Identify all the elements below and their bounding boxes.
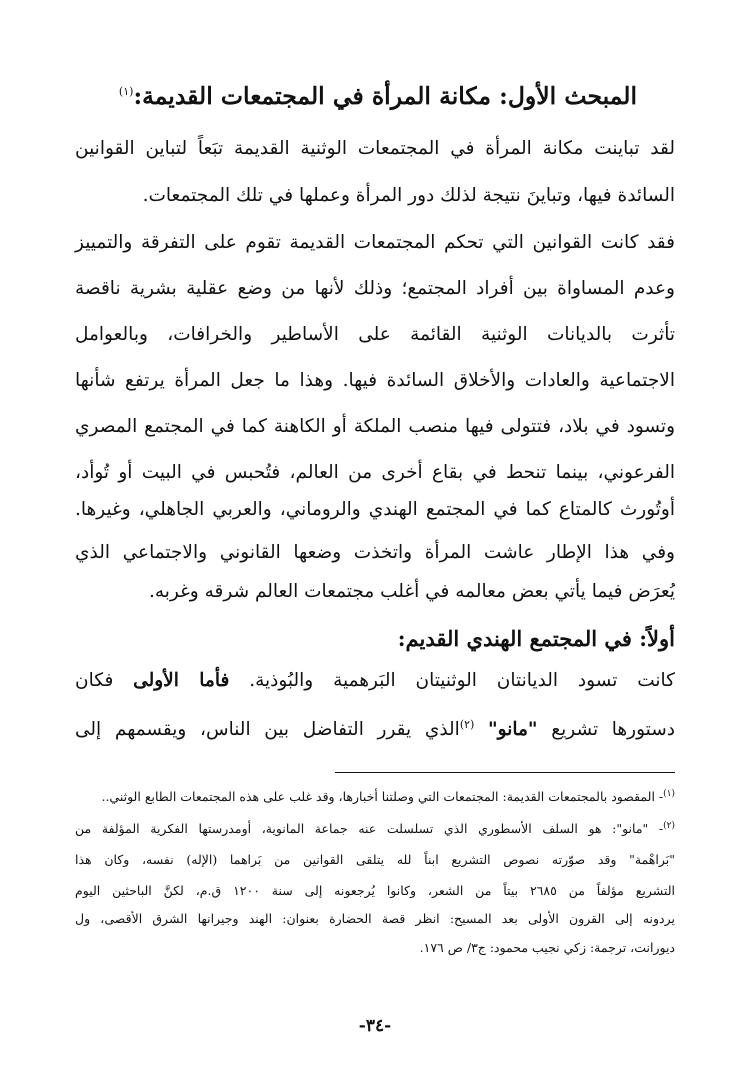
paragraph-4-line-2 [75, 719, 675, 740]
footnote-separator [335, 772, 675, 773]
paragraph-3-line-2: يُعرَض فيما يأتي بعض معالمه في أغلب مجتمعات العالم شرقه وغربه. [148, 581, 675, 602]
footnote-2-line-3: التشريع مؤلفاً من ٢٦٨٥ بيتاً من الشعر، وكانوا يُرجعونه إلى سنة ١٢٠٠ ق.م، لكنَّ الباحثين اليوم [75, 883, 675, 898]
paragraph-2-line-6: الفرعوني، بينما تنحط في بقاع أخرى من العالم، فتُحبس في البيت أو تُوأد، [75, 462, 675, 483]
paragraph-3-line-1: وفي هذا الإطار عاشت المرأة واتخذت وضعها القانوني والاجتماعي الذي [75, 542, 675, 563]
paragraph-4-line-2-bold: "مانو" [488, 719, 538, 741]
paragraph-1-line-2: السائدة فيها، وتباينَ نتيجة لذلك دور المرأة وعملها في تلك المجتمعات. [142, 185, 675, 206]
section-title-text: المبحث الأول: مكانة المرأة في المجتمعات القديمة: [133, 82, 637, 110]
footnote-2-line-5: ديورانت، ترجمة: زكي نجيب محمود: ج٣/ ص ١٧٦. [419, 940, 675, 955]
paragraph-4-line-1-bold: فأما الأولى [133, 670, 230, 691]
paragraph-4-footnote-ref: (٢) [459, 718, 475, 731]
paragraph-2-line-3: تأثرت بالديانات الوثنية القائمة على الأساطير والخرافات، وبالعوامل [75, 324, 675, 345]
page-number: -٣٤- [358, 1016, 392, 1036]
paragraph-2-line-2: وعدم المساواة بين أفراد المجتمع؛ وذلك لأنها من وضع عقلية بشرية ناقصة [75, 278, 675, 299]
subsection-heading: أولاً: في المجتمع الهندي القديم: [397, 626, 675, 651]
section-title [117, 82, 637, 110]
paragraph-2-line-5: وتسود في بلاد، فتتولى فيها منصب الملكة أو الكاهنة كما في المجتمع المصري [75, 416, 675, 437]
footnote-1 [75, 790, 675, 804]
footnote-2-line-4: يردونه إلى القرون الأولى بعد المسيح: انظر قصة الحضارة بعنوان: الهند وجيرانها الشرق الأقصى، ول [75, 911, 675, 926]
footnote-2-number: (٢) [663, 821, 675, 831]
footnote-2-line-2: "بَراهْمة" وقد صوّرته نصوص التشريع ابناً لله يتلقى القوانين من بَراهما (الإله) نفسه، وكان هذا [75, 852, 675, 867]
section-title-footnote-ref: (١) [118, 85, 134, 99]
footnote-2-line-1-text: - "مانو": هو السلف الأسطوري الذي تسلسلت عنه جماعة المانوية، أومدرستها الفكرية المؤلفة من [75, 821, 664, 837]
paragraph-1-line-1: لقد تباينت مكانة المرأة في المجتمعات الوثنية القديمة تبَعاً لتباين القوانين [75, 138, 675, 159]
paragraph-4-line-2-end: الذي يقرر التفاضل بين الناس، ويقسمهم إلى [75, 719, 460, 741]
paragraph-4-line-1 [75, 672, 675, 691]
paragraph-4-line-1-end: فكان [75, 670, 114, 691]
footnote-2-line-1 [75, 822, 675, 836]
paragraph-4-line-2-start: دستورها تشريع [551, 719, 675, 741]
paragraph-2-line-7: أوتُورث كالمتاع كما في المجتمع الهندي والروماني، والعربي الجاهلي، وغيرها. [75, 499, 675, 520]
paragraph-2-line-1: فقد كانت القوانين التي تحكم المجتمعات القديمة تقوم على التفرقة والتمييز [75, 232, 675, 253]
paragraph-4-line-1-start: كانت تسود الديانتان الوثنيتان البَرهمية والبُوذية. [249, 670, 675, 691]
paragraph-2-line-4: الاجتماعية والعادات والأخلاق السائدة فيها. وهذا ما جعل المرأة يرتفع شأنها [75, 370, 675, 391]
footnote-1-number: (١) [663, 789, 675, 799]
footnote-1-text: - المقصود بالمجتمعات القديمة: المجتمعات التي وصلتنا أخبارها، وقد غلب على هذه المجتمعات الطابع الوثني.. [101, 789, 664, 805]
